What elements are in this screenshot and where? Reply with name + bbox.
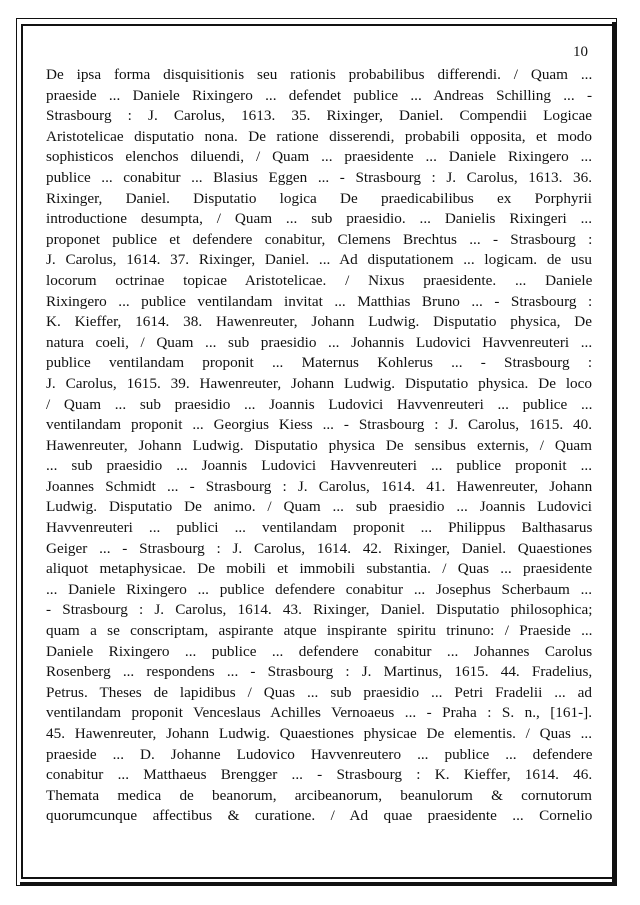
text-line: Hawenreuter, Johann Ludwig. Disputatio physica De sensibus externis, / Quam [46, 436, 592, 454]
text-line: Rixinger, Daniel. Disputatio logica De praedicabilibus ex Porphyrii [46, 189, 592, 207]
text-line: Joannes Schmidt ... - Strasbourg : J. Carolus, 1614. 41. Hawenreuter, Johann [46, 477, 592, 495]
text-line: quam a se conscriptam, aspirante atque inspirante spiritu trinuno: / Praeside ... [46, 622, 592, 640]
text-line: Petrus. Theses de lapidibus / Quas ... sub praesidio ... Petri Fradelii ... ad [46, 683, 592, 701]
text-line: Ludwig. Disputatio De animo. / Quam ... sub praesidio ... Joannis Ludovici [46, 498, 592, 516]
text-line: praeside ... Daniele Rixingero ... defendet publice ... Andreas Schilling ... - [46, 86, 592, 104]
text-line: aliquot metaphysicae. De mobili et immobili substantia. / Quas ... praesidente [46, 560, 592, 578]
text-line: introductione desumpta, / Quam ... sub praesidio. ... Danielis Rixingeri ... [46, 210, 592, 228]
text-line: ventilandam proponit Venceslaus Achilles Vernoaeus ... - Praha : S. n., [161-]. [46, 704, 592, 722]
text-line: proponet publice et defendere conabitur, Clemens Brechtus ... - Strasbourg : [46, 230, 592, 248]
text-line: sophisticos elenchos diluendi, / Quam ... praesidente ... Daniele Rixingero ... [46, 148, 592, 166]
text-line: Aristotelicae disputatio nona. De ratione disserendi, probabili opposita, et modo [46, 127, 592, 145]
text-line: quorumcunque affectibus & curatione. / Ad quae praesidente ... Cornelio [46, 807, 592, 825]
text-line: / Quam ... sub praesidio ... Joannis Ludovici Havvenreuteri ... publice ... [46, 395, 592, 413]
text-line: Daniele Rixingero ... publice ... defendere conabitur ... Johannes Carolus [46, 642, 592, 660]
text-line: ... sub praesidio ... Joannis Ludovici Havvenreuteri ... publice proponit ... [46, 457, 592, 475]
text-line: 45. Hawenreuter, Johann Ludwig. Quaestiones physicae De elementis. / Quas ... [46, 725, 592, 742]
text-line: K. Kieffer, 1614. 38. Hawenreuter, Johann Ludwig. Disputatio physica, De [46, 313, 592, 331]
text-line: De ipsa forma disquisitionis seu rationis probabilibus differendi. / Quam ... [46, 66, 592, 83]
text-line: praeside ... D. Johanne Ludovico Havvenreutero ... publice ... defendere [46, 745, 592, 763]
text-line: ventilandam proponit ... Georgius Kiess ... - Strasbourg : J. Carolus, 1615. 40. [46, 416, 592, 434]
page-border-shadow-bottom [20, 882, 616, 886]
text-line: publice ventilandam proponit ... Maternus Kohlerus ... - Strasbourg : [46, 354, 592, 372]
text-line: Themata medica de beanorum, arcibeanorum, beanulorum & cornutorum [46, 786, 592, 804]
text-line: Geiger ... - Strasbourg : J. Carolus, 1614. 42. Rixinger, Daniel. Quaestiones [46, 539, 592, 557]
text-line: Strasbourg : J. Carolus, 1613. 35. Rixinger, Daniel. Compendii Logicae [46, 107, 592, 125]
text-line: locorum octrinae topicae Aristotelicae. / Nixus praesidente. ... Daniele [46, 271, 592, 289]
text-line: Havvenreuteri ... publici ... ventilandam proponit ... Philippus Balthasarus [46, 519, 592, 537]
text-line: Rosenberg ... respondens ... - Strasbourg : J. Martinus, 1615. 44. Fradelius, [46, 663, 592, 681]
text-line: J. Carolus, 1614. 37. Rixinger, Daniel. ... Ad disputationem ... logicam. de usu [46, 251, 592, 269]
bibliography-text [46, 65, 592, 827]
text-line: publice ... conabitur ... Blasius Eggen ... - Strasbourg : J. Carolus, 1613. 36. [46, 168, 592, 186]
page-number: 10 [573, 44, 588, 60]
text-line: - Strasbourg : J. Carolus, 1614. 43. Rixinger, Daniel. Disputatio philosophica; [46, 601, 592, 619]
text-line: Rixingero ... publice ventilandam invitat ... Matthias Bruno ... - Strasbourg : [46, 292, 592, 310]
page-border-shadow-right [612, 22, 616, 886]
text-line: natura coeli, / Quam ... sub praesidio ... Johannis Ludovici Havvenreuteri ... [46, 333, 592, 351]
text-line: J. Carolus, 1615. 39. Hawenreuter, Johann Ludwig. Disputatio physica. De loco [46, 374, 592, 392]
text-line: ... Daniele Rixingero ... publice defendere conabitur ... Josephus Scherbaum ... [46, 580, 592, 598]
text-line: conabitur ... Matthaeus Brengger ... - Strasbourg : K. Kieffer, 1614. 46. [46, 766, 592, 784]
